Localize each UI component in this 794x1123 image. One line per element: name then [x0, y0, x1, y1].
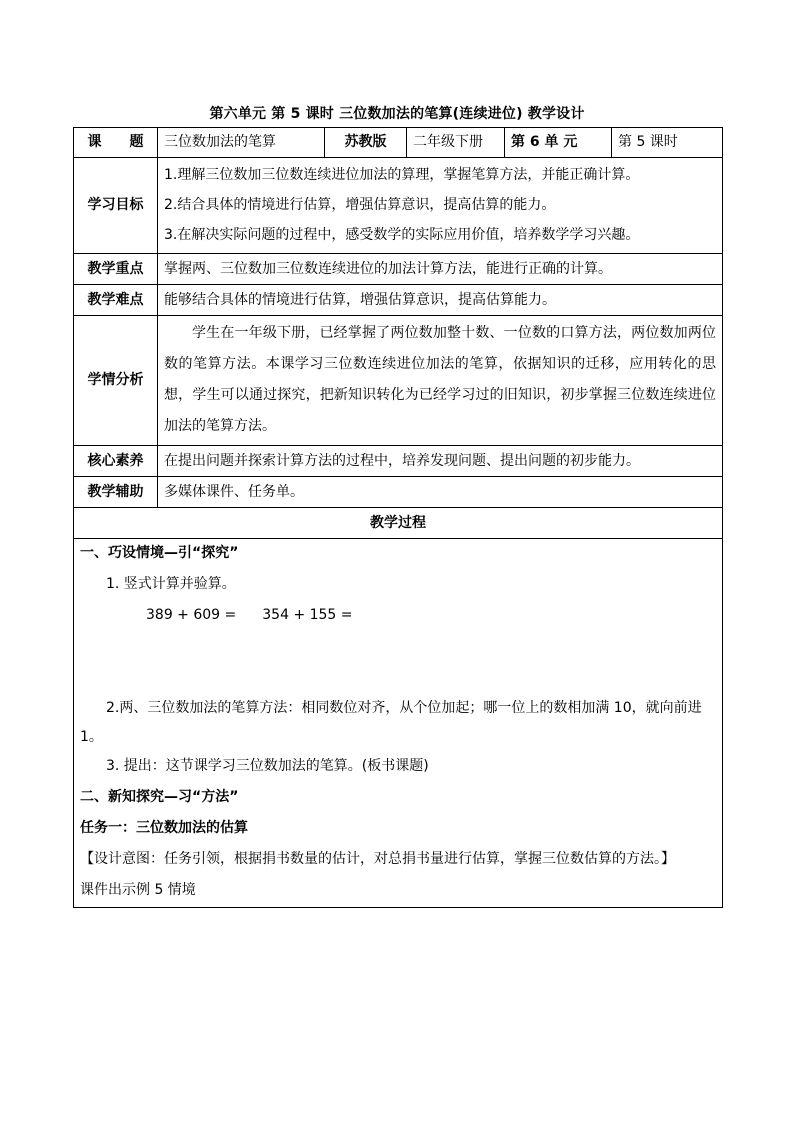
aids-label: 教学辅助 — [74, 477, 158, 508]
example-line: 课件出示例 5 情境 — [80, 882, 196, 898]
section-heading: 一、巧设情境—引“探究” — [80, 545, 239, 561]
lesson-plan-table — [73, 127, 723, 908]
topic-label: 课 题 — [74, 128, 158, 158]
process-row — [74, 539, 723, 908]
unit: 第 6 单 元 — [505, 128, 612, 158]
calc-line — [80, 601, 716, 632]
key-row — [74, 254, 723, 285]
calc-expression: 354 + 155 = — [262, 607, 353, 623]
key-content: 掌握两、三位数加三位数连续进位的加法计算方法，能进行正确的计算。 — [158, 254, 723, 285]
process-heading: 教学过程 — [74, 508, 723, 539]
literacy-label: 核心素养 — [74, 446, 158, 477]
topic-value: 三位数加法的笔算 — [158, 128, 325, 158]
publisher: 苏教版 — [325, 128, 407, 158]
key-label: 教学重点 — [74, 254, 158, 285]
analysis-row — [74, 316, 723, 446]
difficulty-content: 能够结合具体的情境进行估算，增强估算意识，提高估算能力。 — [158, 285, 723, 316]
section-heading: 二、新知探究—习“方法” — [80, 789, 239, 805]
process-item: 2.两、三位数加法的笔算方法：相同数位对齐，从个位加起；哪一位上的数相加满 10，就向前进 1。 — [80, 700, 702, 745]
difficulty-label: 教学难点 — [74, 285, 158, 316]
difficulty-row — [74, 285, 723, 316]
process-heading-row — [74, 508, 723, 539]
process-content — [74, 539, 723, 908]
goals-label: 学习目标 — [74, 158, 158, 254]
analysis-label: 学情分析 — [74, 316, 158, 446]
design-intent: 【设计意图：任务引领，根据捐书数量的估计，对总捐书量进行估算，掌握三位数估算的方法。】 — [80, 851, 675, 867]
goal-item: 3.在解决实际问题的过程中，感受数学的实际应用价值，培养数学学习兴趣。 — [164, 227, 640, 243]
calc-expression: 389 + 609 = — [146, 607, 237, 623]
analysis-content — [158, 316, 723, 446]
period: 第 5 课时 — [612, 128, 723, 158]
grade: 二年级下册 — [407, 128, 505, 158]
process-item: 3. 提出：这节课学习三位数加法的笔算。(板书课题) — [106, 758, 429, 774]
literacy-row — [74, 446, 723, 477]
literacy-content: 在提出问题并探索计算方法的过程中，培养发现问题、提出问题的初步能力。 — [158, 446, 723, 477]
process-item: 1. 竖式计算并验算。 — [106, 576, 236, 592]
goal-item: 2.结合具体的情境进行估算，增强估算意识，提高估算的能力。 — [164, 197, 556, 213]
goals-content — [158, 158, 723, 254]
aids-content: 多媒体课件、任务单。 — [158, 477, 723, 508]
aids-row — [74, 477, 723, 508]
analysis-text: 学生在一年级下册，已经掌握了两位数加整十数、一位数的口算方法，两位数加两位数的笔算方法。本课学习三位数连续进位加法的笔算，依据知识的迁移，应用转化的思想，学生可以通过探究，把新知识转化为已经学习过的旧知识，初步掌握三位数连续进位加法的笔算方法。 — [164, 325, 716, 434]
goals-row — [74, 158, 723, 254]
goal-item: 1.理解三位数加三位数连续进位加法的算理，掌握笔算方法，并能正确计算。 — [164, 167, 640, 183]
document-title: 第六单元 第 5 课时 三位数加法的笔算(连续进位) 教学设计 — [209, 106, 585, 122]
task-heading: 任务一：三位数加法的估算 — [80, 820, 248, 836]
header-row — [74, 128, 723, 158]
blank-space — [80, 632, 716, 694]
